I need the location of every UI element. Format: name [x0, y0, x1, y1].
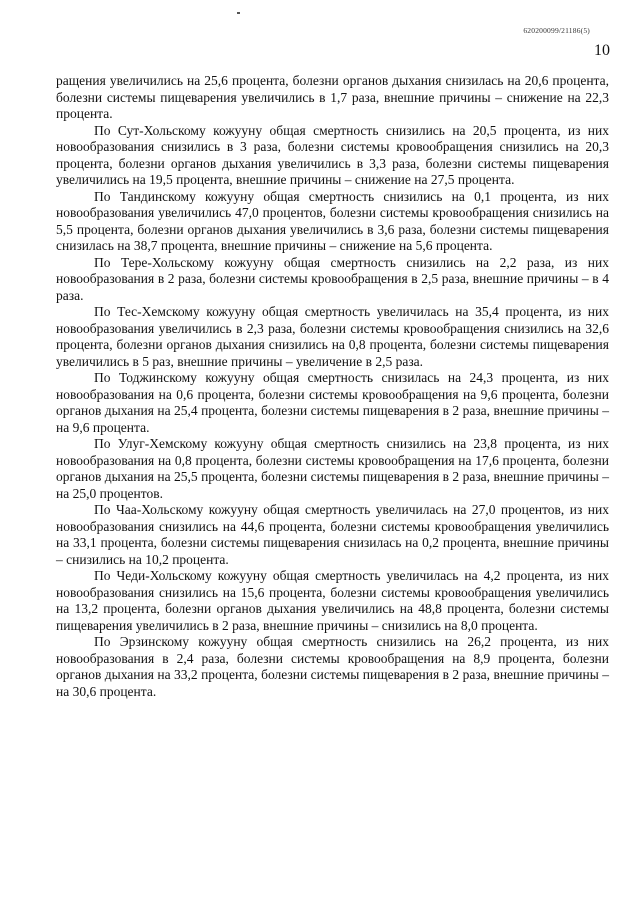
page-number: 10 [594, 42, 610, 59]
paragraph-todzha: По Тоджинскому кожууну общая смертность снизилась на 24,3 процента, из них новообразования на 0,6 процента, болезни системы кровообращения на 9,6 процента, болезни органов дыхания на 25,4 процента, болезни системы пищеварения в 2 раза, внешние причины – на 9,6 процента. [56, 370, 609, 435]
paragraph-continuation: ращения увеличились на 25,6 процента, болезни органов дыхания снизилась на 20,6 процента, болезни системы пищеварения увеличились в 1,7 раза, внешние причины – снижение на 22,3 процента. [56, 73, 609, 121]
paragraph-tandinsky: По Тандинскому кожууну общая смертность снизились на 0,1 процента, из них новообразования увеличились 47,0 процентов, болезни системы кровообращения снизились на 5,5 процента, болезни органов дыхания увеличились в 3,6 раза, болезни системы пищеварения снизилась на 38,7 процента, внешние причины – снижение на 5,6 процента. [56, 188, 609, 253]
paragraph-chaa-khol: По Чаа-Хольскому кожууну общая смертность увеличилась на 27,0 процентов, из них новообразования снизились на 44,6 процента, болезни системы кровообращения увеличились на 33,1 процента, болезни системы пищеварения снизилась на 0,2 процента, внешние причины – снизились на 10,2 процента. [56, 502, 609, 567]
paragraph-chedi-khol: По Чеди-Хольскому кожууну общая смертность увеличилась на 4,2 процента, из них новообразования снизились на 15,6 процента, болезни системы кровообращения увеличились на 13,2 процента, болезни органов дыхания увеличились на 48,8 процента, болезни системы пищеварения увеличились в 2 раза, внешние причины – снизились на 8,0 процента. [56, 568, 609, 633]
scan-artifact [237, 12, 240, 14]
document-body [56, 73, 609, 700]
paragraph-ulug-khem: По Улуг-Хемскому кожууну общая смертность снизились на 23,8 процента, из них новообразования на 0,8 процента, болезни системы кровообращения на 17,6 процента, болезни органов дыхания на 25,5 процента, болезни системы пищеварения в 2 раза, внешние причины – на 25,0 процентов. [56, 436, 609, 501]
paragraph-sut-khol: По Сут-Хольскому кожууну общая смертность снизились на 20,5 процента, из них новообразования снизились в 3 раза, болезни системы кровообращения снизились на 20,3 процента, болезни органов дыхания увеличились в 3,3 раза, болезни системы пищеварения увеличились на 19,5 процента, внешние причины – снижение на 27,5 процента. [56, 122, 609, 187]
paragraph-erzin: По Эрзинскому кожууну общая смертность снизились на 26,2 процента, из них новообразования в 2,4 раза, болезни системы кровообращения на 8,9 процента, болезни органов дыхания на 33,2 процента, болезни системы пищеварения в 2 раза, внешние причины – на 30,6 процента. [56, 634, 609, 699]
document-number: 620200099/21186(5) [523, 26, 590, 35]
paragraph-tes-khem: По Тес-Хемскому кожууну общая смертность увеличилась на 35,4 процента, из них новообразования увеличились в 2,3 раза, болезни системы кровообращения снизились на 32,6 процента, болезни органов дыхания снизились на 0,8 процента, болезни системы пищеварения увеличились в 5 раз, внешние причины – увеличение в 2,5 раза. [56, 304, 609, 369]
paragraph-tere-khol: По Тере-Хольскому кожууну общая смертность снизились на 2,2 раза, из них новообразования в 2 раза, болезни системы кровообращения в 2,5 раза, внешние причины – в 4 раза. [56, 254, 609, 303]
